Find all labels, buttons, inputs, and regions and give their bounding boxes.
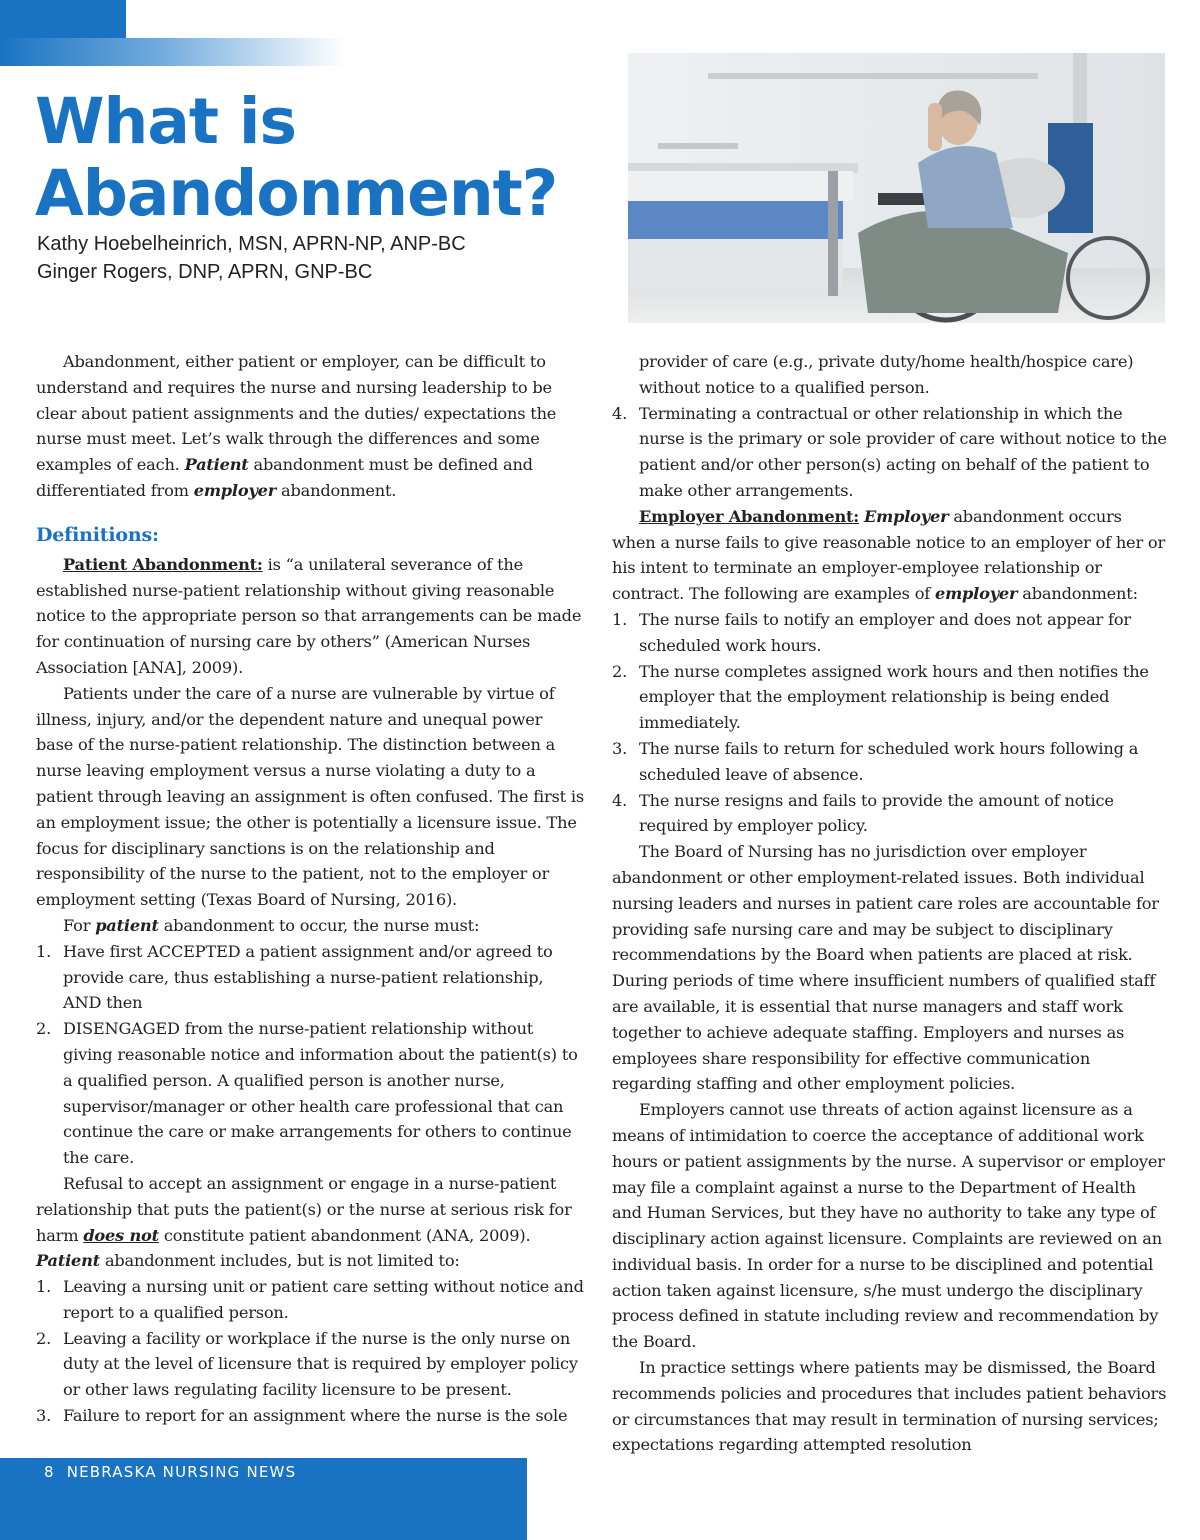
for-patient-paragraph xyxy=(36,913,584,939)
author-1: Kathy Hoebelheinrich, MSN, APRN-NP, ANP-BC xyxy=(37,233,466,255)
list-item xyxy=(612,736,1167,788)
publication-name: NEBRASKA NURSING NEWS xyxy=(66,1463,297,1481)
list-number: 3. xyxy=(612,738,628,758)
employer-abandonment-definition xyxy=(612,504,1167,607)
list-number: 1. xyxy=(36,1277,52,1297)
list-text: DISENGAGED from the nurse-patient relationship without giving reasonable notice and information about the patient(s) to a qualified person. A qualified person is another nurse, supervisor/manager or other health care professional that can continue the care or make arrangements for others to continue the care. xyxy=(63,1019,578,1168)
list-number: 1. xyxy=(36,941,52,961)
patient-abandonment-term: Patient Abandonment: xyxy=(63,554,263,574)
refusal-text: Refusal to accept an assignment or engage in a nurse-patient relationship that puts the patient(s) or the nurse at serious risk for harm xyxy=(36,1173,572,1245)
employer-def-end: abandonment: xyxy=(1017,584,1138,604)
intro-text-3: abandonment. xyxy=(276,480,397,500)
list-text: The nurse fails to return for scheduled work hours following a scheduled leave of absence. xyxy=(639,738,1139,784)
list-item xyxy=(612,401,1167,504)
list-text: Leaving a nursing unit or patient care setting without notice and report to a qualified person. xyxy=(63,1277,584,1322)
list-text: Leaving a facility or workplace if the nurse is the only nurse on duty at the level of licensure that is required by employer policy or other laws regulating facility licensure to be present. xyxy=(63,1328,578,1400)
patient-abandonment-definition xyxy=(36,552,584,681)
column-left xyxy=(36,349,584,1429)
list-item xyxy=(612,788,1167,840)
employers-paragraph: Employers cannot use threats of action against licensure as a means of intimidation to coerce the acceptance of additional work hours or patient assignments by the nurse. A supervisor or employer may file a complaint against a nurse to the Department of Health and Human Services, but they have no authority to take any type of disciplinary action against licensure. Complaints are reviewed on an individual basis. In order for a nurse to be disciplined and potential action taken against licensure, s/he must undergo the disciplinary process defined in statute including review and recommendation by the Board. xyxy=(612,1100,1165,1352)
includes-paragraph xyxy=(36,1248,584,1274)
title-line-1: What is xyxy=(35,85,296,158)
includes-emph: Patient xyxy=(36,1251,100,1271)
includes-text: abandonment includes, but is not limited to: xyxy=(100,1251,460,1271)
author-list xyxy=(37,230,466,286)
column-right xyxy=(612,349,1167,1458)
hero-photo-patient-wheelchair xyxy=(628,53,1165,323)
list-number: 2. xyxy=(36,1019,52,1039)
list-item xyxy=(612,659,1167,736)
list-text: The nurse completes assigned work hours and then notifies the employer that the employment relationship is being ended immediately. xyxy=(639,661,1149,733)
intro-text: Abandonment, either patient or employer, can be difficult to understand and requires the nurse and nursing leadership to be clear about patient assignments and the duties/ expectations the nurse must meet. Let’s walk through the differences and some examples of each. xyxy=(36,352,557,475)
refusal-emph: does not xyxy=(83,1225,159,1245)
refusal-text-2: constitute patient abandonment (ANA, 2009). xyxy=(158,1225,531,1245)
for-patient-text: For xyxy=(63,915,96,935)
intro-paragraph xyxy=(36,349,584,504)
list-item xyxy=(36,1016,584,1171)
author-2: Ginger Rogers, DNP, APRN, GNP-BC xyxy=(37,261,373,283)
header-accent-bar xyxy=(0,0,126,38)
list-item xyxy=(36,1274,584,1326)
employer-emph: Employer xyxy=(864,506,949,526)
list-text: Terminating a contractual or other relationship in which the nurse is the primary or sole provider of care without notice to the patient and/or other person(s) acting on behalf of the patient to make other arrangements. xyxy=(639,403,1167,500)
list-number: 4. xyxy=(612,403,628,423)
list-text: The nurse fails to notify an employer and does not appear for scheduled work hours. xyxy=(639,609,1131,655)
header-gradient-bar xyxy=(0,38,345,66)
page-number: 8 xyxy=(44,1463,55,1481)
list-text: Have first ACCEPTED a patient assignment and/or agreed to provide care, thus establishing a nurse-patient relationship, AND then xyxy=(63,941,553,1013)
intro-text-2: abandonment must be defined and differentiated from xyxy=(36,455,533,500)
list-number: 3. xyxy=(36,1406,52,1426)
intro-emph-patient: Patient xyxy=(184,455,249,475)
list-number: 2. xyxy=(36,1328,52,1348)
employer-abandonment-term: Employer Abandonment: xyxy=(639,506,860,526)
footer-text xyxy=(44,1463,296,1481)
employer-def-text: abandonment occurs when a nurse fails to give reasonable notice to an employer of her or his intent to terminate an employer-employee relationship or contract. The following are examples of xyxy=(612,506,1166,604)
definitions-heading: Definitions: xyxy=(36,523,159,546)
for-patient-emph: patient xyxy=(95,915,159,935)
employer-emph-2: employer xyxy=(935,584,1018,604)
list-number: 4. xyxy=(612,790,628,810)
list-number: 2. xyxy=(612,661,628,681)
board-paragraph: The Board of Nursing has no jurisdiction over employer abandonment or other employment-related issues. Both individual nursing leaders and nurses in patient care roles are accountable for providing safe nursing care and may be subject to disciplinary recommendations by the Board when patients are placed at risk. During periods of time where insufficient numbers of qualified staff are available, it is essential that nurse managers and staff work together to achieve adequate staffing. Employers and nurses as employees share responsibility for effective communication regarding staffing and other employment policies. xyxy=(612,842,1159,1094)
list-item xyxy=(36,939,584,1016)
list-text: The nurse resigns and fails to provide the amount of notice required by employer policy. xyxy=(639,790,1114,836)
list-item xyxy=(36,1326,584,1403)
title-line-2: Abandonment? xyxy=(35,157,558,230)
list-number: 1. xyxy=(612,609,628,629)
vulnerable-paragraph: Patients under the care of a nurse are vulnerable by virtue of illness, injury, and/or the dependent nature and unequal power base of the nurse-patient relationship. The distinction between a nurse leaving employment versus a nurse violating a duty to a patient through leaving an assignment is often confused. The first is an employment issue; the other is potentially a licensure issue. The focus for disciplinary sanctions is on the relationship and responsibility of the nurse to the patient, not to the employer or employment setting (Texas Board of Nursing, 2016). xyxy=(36,683,584,910)
patient-abandonment-text: is “a unilateral severance of the established nurse-patient relationship without giving reasonable notice to the appropriate person so that arrangements can be made for continuation of nursing care by others” (American Nurses Association [ANA], 2009). xyxy=(36,554,582,677)
list-item xyxy=(612,607,1167,659)
list-item xyxy=(36,1403,584,1429)
for-patient-text-2: abandonment to occur, the nurse must: xyxy=(158,915,480,935)
list-continuation: provider of care (e.g., private duty/home health/hospice care) without notice to a qualified person. xyxy=(639,352,1134,397)
list-text: Failure to report for an assignment where the nurse is the sole xyxy=(63,1406,568,1426)
practice-paragraph: In practice settings where patients may be dismissed, the Board recommends policies and procedures that includes patient behaviors or circumstances that may result in termination of nursing services; expectations regarding attempted resolution xyxy=(612,1358,1167,1455)
intro-emph-employer: employer xyxy=(193,480,277,500)
refusal-paragraph xyxy=(36,1171,584,1248)
article-title xyxy=(35,86,557,230)
